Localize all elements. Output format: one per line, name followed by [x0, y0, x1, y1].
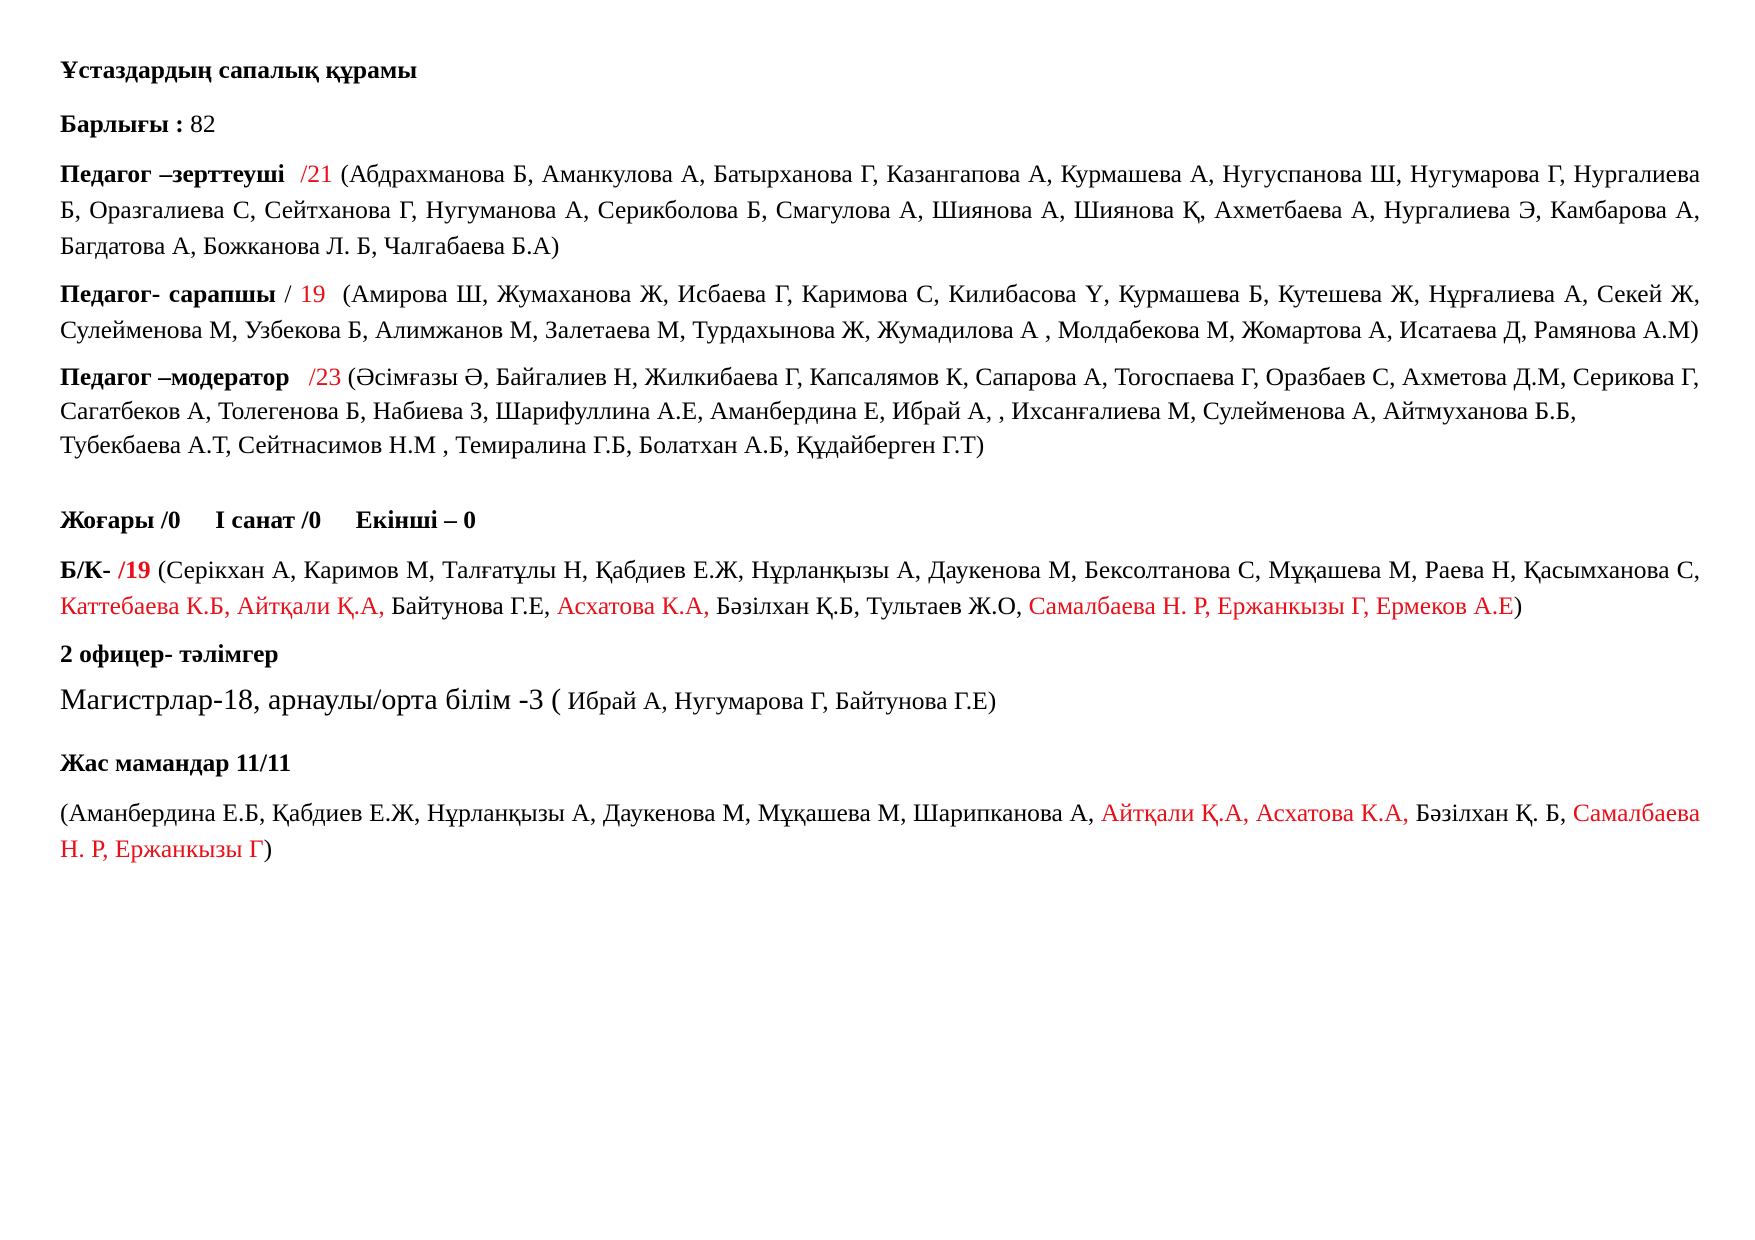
masters-names: Ибрай А, Нугумарова Г, Байтунова Г.Е) — [567, 686, 997, 715]
bk-list-part3: Бәзілхан Қ.Б, Тультаев Ж.О, — [716, 591, 1023, 620]
bk-list-part2: Байтунова Г.Е, — [391, 591, 551, 620]
officer-text: 2 офицер- тәлімгер — [60, 639, 279, 668]
moderator-label: Педагог –модератор — [60, 362, 290, 391]
researcher-count: /21 — [300, 159, 333, 188]
bk-list-red1: Каттебаева К.Б, Айтқали Қ.А, — [60, 591, 385, 620]
young-list-red2: Самалбаева Н. Р, Ержанкызы Г — [60, 798, 1701, 863]
bk-paragraph — [60, 552, 1700, 624]
masters-row — [60, 682, 1700, 719]
researcher-label: Педагог –зерттеуші — [60, 159, 285, 188]
total-value: 82 — [190, 109, 216, 138]
categories-row — [60, 502, 1700, 538]
bk-list-red3: Самалбаева Н. Р, Ержанкызы Г, Ермеков А.Е — [1028, 591, 1514, 620]
moderator-paragraph — [60, 360, 1700, 462]
young-list-close: ) — [263, 834, 273, 863]
young-list-red1: Айтқали Қ.А, Асхатова К.А, — [1100, 798, 1409, 827]
young-list-part2: Бәзілхан Қ. Б, — [1415, 798, 1567, 827]
total-row — [60, 106, 1700, 142]
total-label: Барлығы : — [60, 109, 184, 138]
title-text: Ұстаздардың сапалық құрамы — [60, 55, 418, 84]
young-paragraph — [60, 795, 1700, 867]
young-list-part1: (Аманбердина Е.Б, Қабдиев Е.Ж, Нұрланқызы А, Даукенова М, Мұқашева М, Шарипканова А, — [60, 798, 1095, 827]
moderator-count: /23 — [308, 362, 342, 391]
expert-label: Педагог- сарапшы — [60, 279, 276, 308]
young-heading — [60, 745, 1700, 781]
bk-list-close: ) — [1513, 591, 1523, 620]
page-title — [60, 52, 1700, 88]
bk-label: Б/К- — [60, 555, 111, 584]
masters-text: Магистрлар-18, арнаулы/орта білім -3 ( — [60, 683, 562, 716]
category-first: I санат /0 — [215, 505, 322, 534]
bk-list-part1: (Серікхан А, Каримов М, Талғатұлы Н, Қабдиев Е.Ж, Нұрланқызы А, Даукенова М, Бексолтанова С, Мұқашева М, Раева Н, Қасымханова С, — [157, 555, 1701, 584]
officer-row — [60, 636, 1700, 672]
category-higher: Жоғары /0 — [60, 505, 181, 534]
category-second: Екінші – 0 — [355, 505, 476, 534]
researcher-paragraph — [60, 156, 1700, 264]
expert-count: 19 — [299, 279, 326, 308]
researcher-list: (Абдрахманова Б, Аманкулова А, Батырханова Г, Казангапова А, Курмашева А, Нугуспанова Ш, Нугумарова Г, Нургалиева Б, Оразгалиева С, Сейтханова Г, Нугуманова А, Серикболова Б, Смагулова А, Шиянова А, Шиянова Қ, Ахметбаева А, Нургалиева Э, Камбарова А, Багдатова А, Божканова Л. Б, Чалгабаева Б.А) — [60, 159, 1701, 260]
bk-list-red2: Асхатова К.А, — [556, 591, 710, 620]
moderator-list: (Әсімғазы Ә, Байгалиев Н, Жилкибаева Г, Капсалямов К, Сапарова А, Тогоспаева Г, Оразбаев С, Ахметова Д.М, Серикова Г, Сагатбеков А, Толегенова Б, Набиева З, Шарифуллина А.Е, Аманбердина Е, Ибрай А, , Ихсанғалиева М, Сулейменова А, Айтмуханова Б.Б, Тубекбаева А.Т, Сейтнасимов Н.М , Темиралина Г.Б, Болатхан А.Б, Құдайберген Г.Т) — [60, 362, 1700, 459]
expert-slash: / — [284, 279, 292, 308]
young-label: Жас мамандар 11/11 — [60, 748, 292, 777]
expert-list: (Амирова Ш, Жумаханова Ж, Исбаева Г, Каримова С, Килибасова Ү, Курмашева Б, Кутешева Ж, Нұрғалиева А, Секей Ж, Сулейменова М, Узбекова Б, Алимжанов М, Залетаева М, Турдахынова Ж, Жумадилова А , Молдабекова М, Жомартова А, Исатаева Д, Рамянова А.М) — [60, 279, 1701, 344]
bk-count: /19 — [118, 555, 151, 584]
expert-paragraph — [60, 276, 1700, 348]
